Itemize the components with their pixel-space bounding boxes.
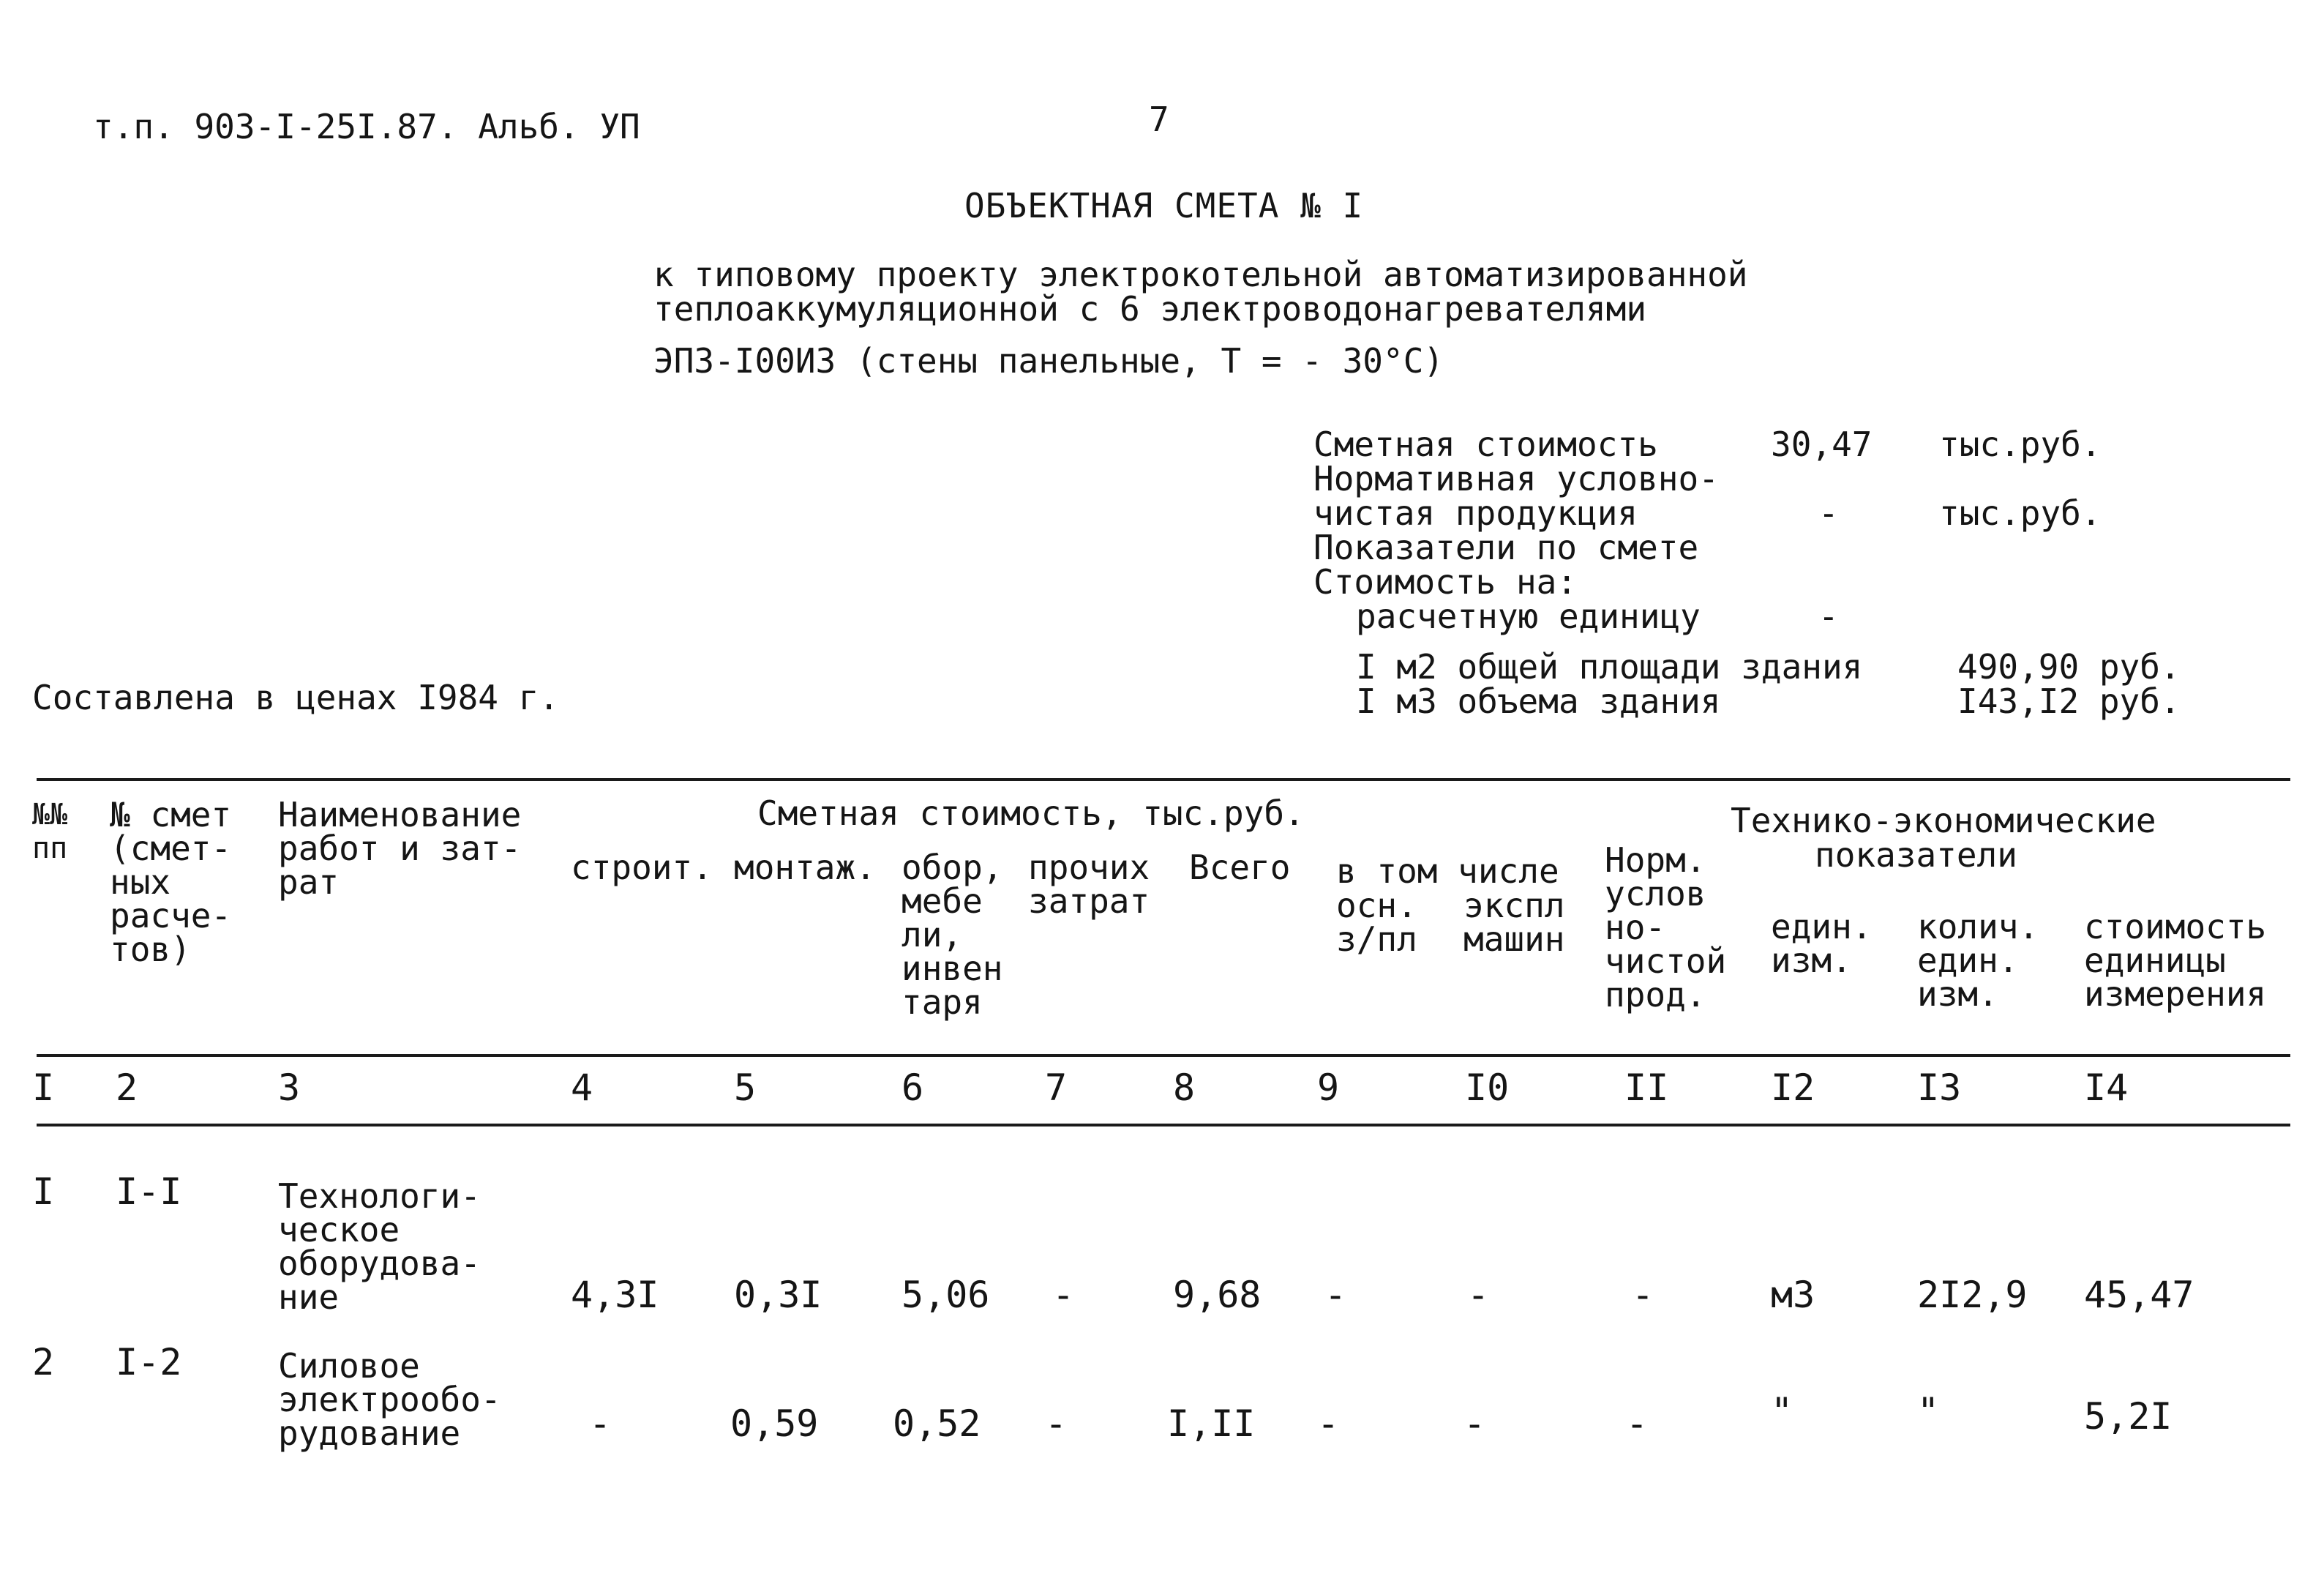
net-product: - (1632, 1274, 1654, 1316)
col-number: I2 (1771, 1066, 1815, 1109)
col-number: I (32, 1066, 55, 1109)
col-number: 6 (902, 1066, 924, 1109)
cost-label: Сметная стоимость (1313, 425, 1658, 464)
machines-cost: - (1467, 1274, 1490, 1316)
total-cost: 9,68 (1173, 1274, 1262, 1316)
header-machines: экспл машин (1463, 886, 1565, 959)
area-value: 490,90 руб. (1957, 647, 2181, 687)
header-construction: строит. (571, 848, 713, 887)
col-number: I4 (2084, 1066, 2129, 1109)
unit-cost: 5,2I (2084, 1395, 2173, 1438)
volume-value: I43,I2 руб. (1957, 681, 2181, 721)
col-number: 8 (1173, 1066, 1196, 1109)
col-number: 7 (1045, 1066, 1068, 1109)
col-number: I3 (1917, 1066, 1962, 1109)
header-equipment: обор, мебе ли, инвен таря (902, 848, 1003, 1022)
header-bottom-rule (37, 1054, 2290, 1057)
construction-cost: 4,3I (571, 1274, 659, 1316)
header-estimate-number: № смет (смет- ных расче- тов) (110, 795, 232, 969)
row-number: 2 (32, 1341, 55, 1383)
estimate-number: I-I (116, 1170, 182, 1213)
header-row-number: №№ пп (32, 798, 68, 865)
norm-label-2: чистая продукция (1313, 493, 1638, 533)
col-number: 2 (116, 1066, 138, 1109)
column-numbers-bottom-rule (37, 1124, 2290, 1126)
total-cost: I,II (1167, 1402, 1256, 1445)
header-cost-group: Сметная стоимость, тыс.руб. (757, 793, 1305, 833)
equipment-cost: 0,52 (893, 1402, 981, 1445)
quantity: 2I2,9 (1917, 1274, 2028, 1316)
row-number: I (32, 1170, 55, 1213)
header-work-name: Наименование работ и зат- рат (278, 795, 522, 902)
col-number: 5 (734, 1066, 757, 1109)
norm-unit: тыс.руб. (1939, 493, 2102, 533)
subtitle-line-3: ЭПЗ-I00ИЗ (стены панельные, Т = - 30°С) (653, 341, 1444, 381)
col-number: 3 (278, 1066, 301, 1109)
equipment-cost: 5,06 (902, 1274, 990, 1316)
cost-on-label: Стоимость на: (1313, 562, 1578, 602)
area-label: I м2 общей площади здания (1356, 647, 1863, 687)
other-costs: - (1045, 1402, 1068, 1445)
unit-cost: 45,47 (2084, 1274, 2194, 1316)
volume-label: I м3 объема здания (1356, 681, 1721, 721)
net-product: - (1626, 1402, 1649, 1445)
header-total: Всего (1189, 848, 1291, 887)
work-name: Технологи- ческое оборудова- ние (278, 1176, 481, 1317)
base-wage: - (1317, 1402, 1340, 1445)
header-quantity: колич. един. изм. (1917, 907, 2039, 1014)
document-title: ОБЪЕКТНАЯ СМЕТА № I (964, 186, 1364, 225)
header-net-product: Норм. услов но- чистой прод. (1605, 840, 1727, 1015)
table-top-rule (37, 778, 2290, 781)
header-unit: един. изм. (1771, 907, 1873, 980)
norm-value: - (1818, 493, 1839, 533)
header-installation: монтаж. (734, 848, 876, 887)
unit-value: - (1818, 597, 1839, 636)
prices-note: Составлена в ценах I984 г. (32, 678, 560, 717)
col-number: I0 (1465, 1066, 1510, 1109)
norm-label-1: Нормативная условно- (1313, 459, 1719, 498)
cost-unit: тыс.руб. (1939, 425, 2102, 464)
subtitle-line-1: к типовому проекту электрокотельной автоматизированной (653, 255, 1748, 294)
header-including: в том числе (1336, 851, 1559, 891)
header-tech-group-2: показатели (1815, 835, 2017, 875)
indicators-label: Показатели по смете (1313, 528, 1699, 567)
header-tech-group: Технико-экономические (1731, 801, 2156, 840)
estimate-number: I-2 (116, 1341, 182, 1383)
header-base-wage: осн. з/пл (1336, 886, 1417, 959)
quantity: " (1917, 1390, 1940, 1432)
header-other-costs: прочих затрат (1028, 848, 1150, 921)
unit: м3 (1771, 1274, 1815, 1316)
installation-cost: 0,3I (734, 1274, 822, 1316)
header-unit-cost: стоимость единицы измерения (2084, 907, 2267, 1014)
document-reference: т.п. 903-I-25I.87. Альб. УП (93, 107, 640, 146)
work-name: Силовое электрообо- рудование (278, 1346, 501, 1453)
unit-label: расчетную единицу (1356, 597, 1701, 636)
construction-cost: - (589, 1402, 612, 1445)
other-costs: - (1052, 1274, 1075, 1316)
subtitle-line-2: теплоаккумуляционной с 6 электроводонагревателями (653, 289, 1647, 329)
unit: " (1771, 1390, 1793, 1432)
machines-cost: - (1463, 1402, 1486, 1445)
cost-value: 30,47 (1771, 425, 1873, 464)
installation-cost: 0,59 (730, 1402, 819, 1445)
base-wage: - (1324, 1274, 1347, 1316)
col-number: II (1624, 1066, 1669, 1109)
page-number: 7 (1149, 100, 1169, 139)
col-number: 9 (1317, 1066, 1340, 1109)
col-number: 4 (571, 1066, 593, 1109)
